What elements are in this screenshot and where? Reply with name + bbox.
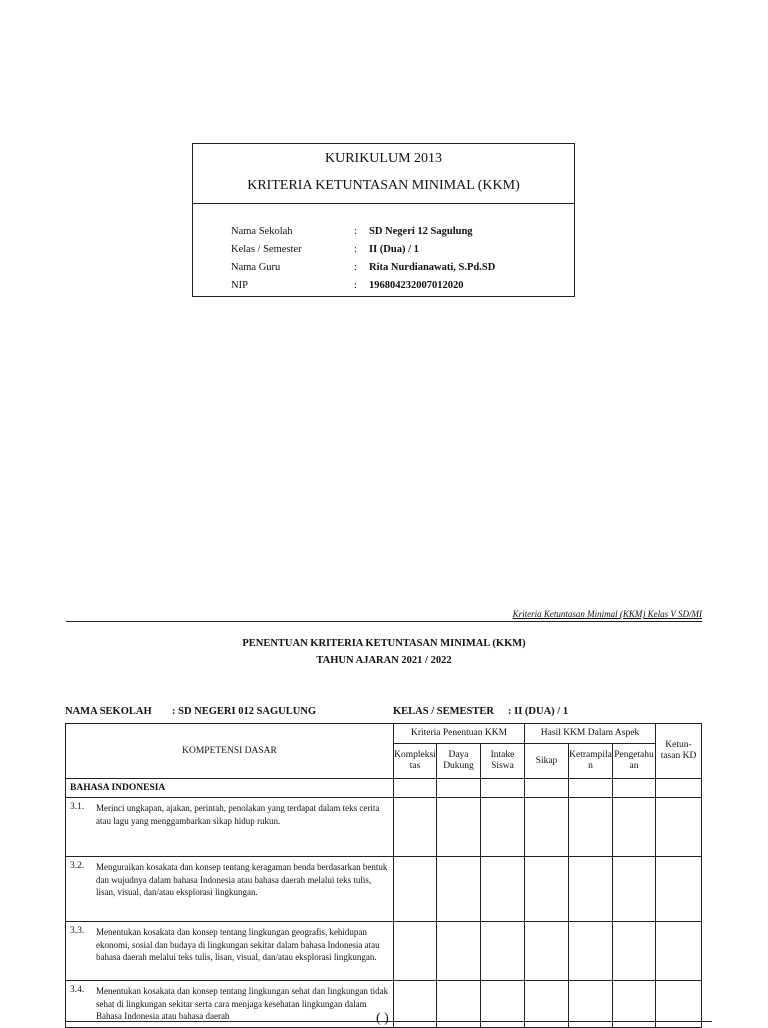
table-cell[interactable] <box>437 857 481 922</box>
header-kompetensi-dasar: KOMPETENSI DASAR <box>66 724 394 779</box>
info-separator: : <box>354 280 357 291</box>
curriculum-title: KURIKULUM 2013 <box>324 151 443 166</box>
table-cell[interactable] <box>656 857 702 922</box>
kd-text: Menguraikan kosakata dan konsep tentang keragaman benda berdasarkan bentuk dan wujudnya dalam bahasa Indonesia atau bahasa daerah melalui teks tulis, lisan, visual, dan/atau eksplorasi lingkungan. <box>96 862 388 898</box>
kd-number: 3.1. <box>70 802 85 812</box>
table-cell[interactable] <box>437 798 481 857</box>
kd-cell <box>66 922 394 981</box>
cover-info-box <box>192 143 575 297</box>
kkm-table <box>65 723 702 1028</box>
section-bahasa-indonesia: BAHASA INDONESIA <box>66 779 394 798</box>
table-cell[interactable] <box>394 779 437 798</box>
class-label: KELAS / SEMESTER <box>393 706 494 717</box>
kd-number: 3.4. <box>70 985 85 995</box>
header-pengetahuan: Pengetahuan <box>613 744 656 779</box>
table-cell[interactable] <box>481 857 525 922</box>
table-cell[interactable] <box>394 798 437 857</box>
table-cell[interactable] <box>613 779 656 798</box>
table-cell[interactable] <box>437 922 481 981</box>
header-kompleksitas: Kompleksitas <box>394 744 437 779</box>
class-value: : II (DUA) / 1 <box>508 706 569 717</box>
table-cell[interactable] <box>525 857 569 922</box>
table-cell[interactable] <box>656 779 702 798</box>
cover-divider <box>193 203 574 204</box>
school-label: NAMA SEKOLAH <box>65 706 152 717</box>
info-separator: : <box>354 262 357 273</box>
table-row <box>66 798 702 857</box>
kd-cell <box>66 857 394 922</box>
table-cell[interactable] <box>569 798 613 857</box>
info-separator: : <box>354 244 357 255</box>
kd-cell <box>66 798 394 857</box>
table-row <box>66 922 702 981</box>
kd-text: Merinci ungkapan, ajakan, perintah, penolakan yang terdapat dalam teks cerita atau lagu yang menggambarkan sikap hidup rukun. <box>96 803 380 826</box>
header-kriteria-penentuan: Kriteria Penentuan KKM <box>394 724 525 744</box>
table-cell[interactable] <box>569 857 613 922</box>
info-label: Nama Guru <box>231 262 281 273</box>
info-value: SD Negeri 12 Sagulung <box>369 226 473 237</box>
table-row <box>66 857 702 922</box>
kd-number: 3.3. <box>70 926 85 936</box>
table-cell[interactable] <box>656 798 702 857</box>
kkm-title: KRITERIA KETUNTASAN MINIMAL (KKM) <box>247 178 520 193</box>
header-ketuntasan: Ketun-tasan KD <box>656 724 702 779</box>
table-cell[interactable] <box>394 857 437 922</box>
table-cell[interactable] <box>569 779 613 798</box>
table-cell[interactable] <box>613 922 656 981</box>
table-cell[interactable] <box>569 922 613 981</box>
table-cell[interactable] <box>525 779 569 798</box>
table-cell[interactable] <box>525 798 569 857</box>
table-cell[interactable] <box>437 779 481 798</box>
table-cell[interactable] <box>613 798 656 857</box>
table-cell[interactable] <box>525 922 569 981</box>
info-value: II (Dua) / 1 <box>369 244 419 255</box>
kd-text: Menentukan kosakata dan konsep tentang lingkungan geografis, kehidupan ekonomi, sosial dan budaya di lingkungan sekitar dalam bahasa Indonesia atau bahasa daerah melalui teks tulis, lisan, visual, dan/atau eksplorasi lingkungan. <box>96 927 380 963</box>
table-cell[interactable] <box>394 922 437 981</box>
header-intake-siswa: Intake Siswa <box>481 744 525 779</box>
footer-divider <box>66 1021 712 1022</box>
header-hasil-kkm: Hasil KKM Dalam Aspek <box>525 724 656 744</box>
info-separator: : <box>354 226 357 237</box>
table-cell[interactable] <box>656 922 702 981</box>
page-number-mark: ( ) <box>376 1011 389 1026</box>
header-divider <box>66 621 702 622</box>
document-title: PENENTUAN KRITERIA KETUNTASAN MINIMAL (KKM) <box>242 638 526 649</box>
header-ketrampilan: Ketrampilan <box>569 744 613 779</box>
school-value: : SD NEGERI 012 SAGULUNG <box>172 706 317 717</box>
table-cell[interactable] <box>481 798 525 857</box>
kd-text: Menentukan kosakata dan konsep tentang lingkungan sehat dan lingkungan tidak sehat di lingkungan sekitar serta cara menjaga kesehatan lingkungan dalam Bahasa Indonesia atau bahasa daerah <box>96 986 389 1022</box>
running-header: Kriteria Ketuntasan Minimal (KKM) Kelas V SD/MI <box>512 609 702 619</box>
table-cell[interactable] <box>481 779 525 798</box>
kd-number: 3.2. <box>70 861 85 871</box>
table-cell[interactable] <box>481 922 525 981</box>
info-value: 196804232007012020 <box>369 280 464 291</box>
info-value: Rita Nurdianawati, S.Pd.SD <box>369 262 496 273</box>
header-daya-dukung: Daya Dukung <box>437 744 481 779</box>
info-label: Kelas / Semester <box>231 244 302 255</box>
header-sikap: Sikap <box>525 744 569 779</box>
academic-year: TAHUN AJARAN 2021 / 2022 <box>316 655 452 666</box>
table-cell[interactable] <box>613 857 656 922</box>
info-label: NIP <box>231 280 248 291</box>
info-label: Nama Sekolah <box>231 226 293 237</box>
